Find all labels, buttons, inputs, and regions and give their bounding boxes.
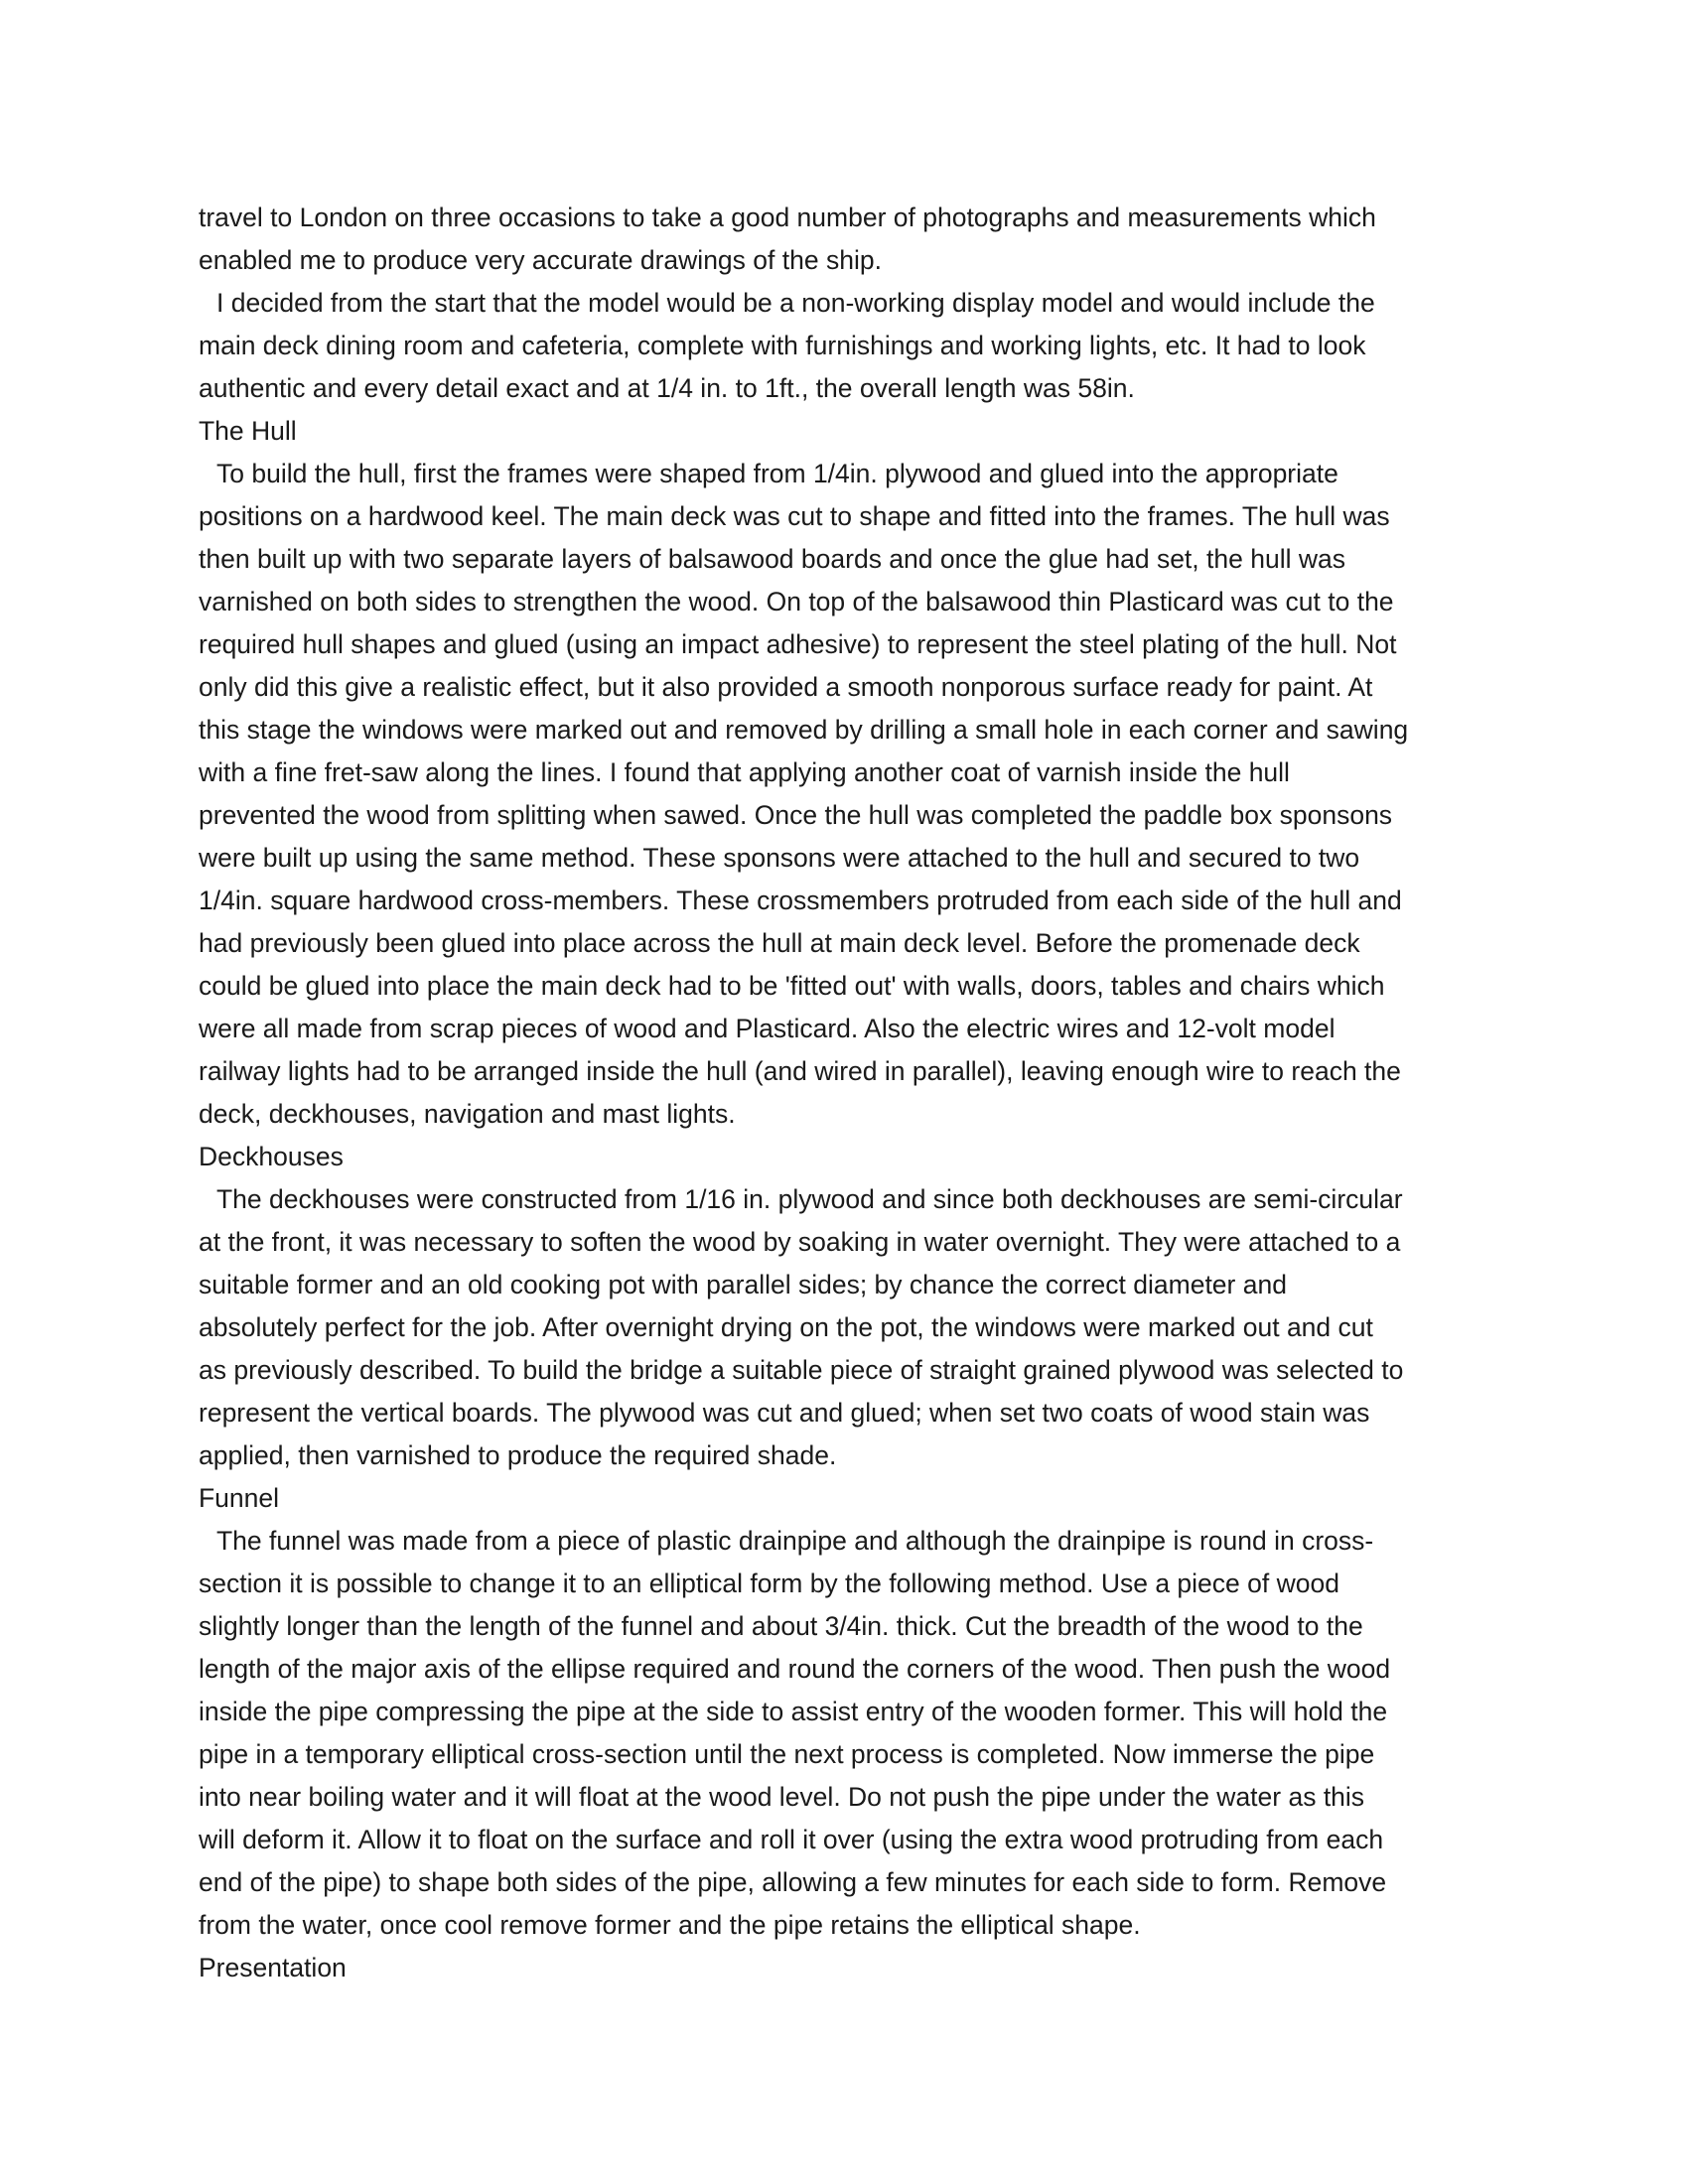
intro-line: main deck dining room and cafeteria, complete with furnishings and working lights, etc. It had to look [199,331,1366,360]
deckhouses-line: suitable former and an old cooking pot with parallel sides; by chance the correct diameter and [199,1270,1287,1299]
hull-line: only did this give a realistic effect, but it also provided a smooth nonporous surface ready for paint. At [199,672,1373,702]
section-heading-presentation: Presentation [199,1953,347,1982]
deckhouses-line: represent the vertical boards. The plywood was cut and glued; when set two coats of wood stain was [199,1398,1370,1428]
intro-line: authentic and every detail exact and at 1/4 in. to 1ft., the overall length was 58in. [199,373,1135,403]
hull-line: were built up using the same method. These sponsons were attached to the hull and secured to two [199,843,1360,873]
deckhouses-line: absolutely perfect for the job. After overnight drying on the pot, the windows were marked out and cut [199,1312,1373,1342]
section-heading-deckhouses: Deckhouses [199,1142,344,1171]
intro-line: I decided from the start that the model would be a non-working display model and would include the [216,288,1375,318]
intro-line: travel to London on three occasions to take a good number of photographs and measurements which [199,203,1376,232]
hull-line: deck, deckhouses, navigation and mast lights. [199,1099,736,1129]
deckhouses-line: at the front, it was necessary to soften the wood by soaking in water overnight. They were attached to a [199,1227,1401,1257]
hull-line: required hull shapes and glued (using an impact adhesive) to represent the steel plating of the hull. Not [199,629,1397,659]
document-page [199,197,1499,1989]
funnel-line: inside the pipe compressing the pipe at the side to assist entry of the wooden former. This will hold the [199,1697,1388,1726]
section-heading-funnel: Funnel [199,1483,280,1513]
hull-line: To build the hull, first the frames were shaped from 1/4in. plywood and glued into the appropriate [216,459,1338,488]
funnel-line: into near boiling water and it will float at the wood level. Do not push the pipe under the water as this [199,1782,1365,1812]
hull-line: prevented the wood from splitting when sawed. Once the hull was completed the paddle box sponsons [199,800,1393,830]
funnel-line: slightly longer than the length of the funnel and about 3/4in. thick. Cut the breadth of the wood to the [199,1611,1363,1641]
funnel-line: section it is possible to change it to an elliptical form by the following method. Use a piece of wood [199,1569,1339,1598]
hull-line: 1/4in. square hardwood cross-members. These crossmembers protruded from each side of the hull and [199,886,1402,915]
hull-line: could be glued into place the main deck had to be 'fitted out' with walls, doors, tables and chairs which [199,971,1385,1001]
funnel-line: pipe in a temporary elliptical cross-section until the next process is completed. Now immerse the pipe [199,1739,1375,1769]
hull-line: railway lights had to be arranged inside the hull (and wired in parallel), leaving enough wire to reach the [199,1056,1401,1086]
funnel-line: from the water, once cool remove former and the pipe retains the elliptical shape. [199,1910,1141,1940]
section-heading-hull: The Hull [199,416,297,446]
funnel-line: length of the major axis of the ellipse required and round the corners of the wood. Then push the wood [199,1654,1391,1684]
hull-line: varnished on both sides to strengthen the wood. On top of the balsawood thin Plasticard was cut to the [199,587,1394,616]
hull-line: positions on a hardwood keel. The main deck was cut to shape and fitted into the frames. The hull was [199,501,1390,531]
deckhouses-line: applied, then varnished to produce the required shade. [199,1440,837,1470]
funnel-line: end of the pipe) to shape both sides of the pipe, allowing a few minutes for each side to form. Remove [199,1867,1387,1897]
intro-line: enabled me to produce very accurate drawings of the ship. [199,245,882,275]
deckhouses-line: The deckhouses were constructed from 1/16 in. plywood and since both deckhouses are semi-circular [216,1184,1403,1214]
hull-line: then built up with two separate layers of balsawood boards and once the glue had set, the hull was [199,544,1345,574]
hull-line: had previously been glued into place across the hull at main deck level. Before the promenade deck [199,928,1360,958]
hull-line: were all made from scrap pieces of wood and Plasticard. Also the electric wires and 12-volt model [199,1014,1336,1043]
funnel-line: will deform it. Allow it to float on the surface and roll it over (using the extra wood protruding from each [199,1825,1384,1854]
funnel-line: The funnel was made from a piece of plastic drainpipe and although the drainpipe is round in cross- [216,1526,1374,1556]
hull-line: this stage the windows were marked out and removed by drilling a small hole in each corner and sawing [199,715,1409,745]
deckhouses-line: as previously described. To build the bridge a suitable piece of straight grained plywood was selected to [199,1355,1404,1385]
hull-line: with a fine fret-saw along the lines. I found that applying another coat of varnish inside the hull [199,757,1290,787]
